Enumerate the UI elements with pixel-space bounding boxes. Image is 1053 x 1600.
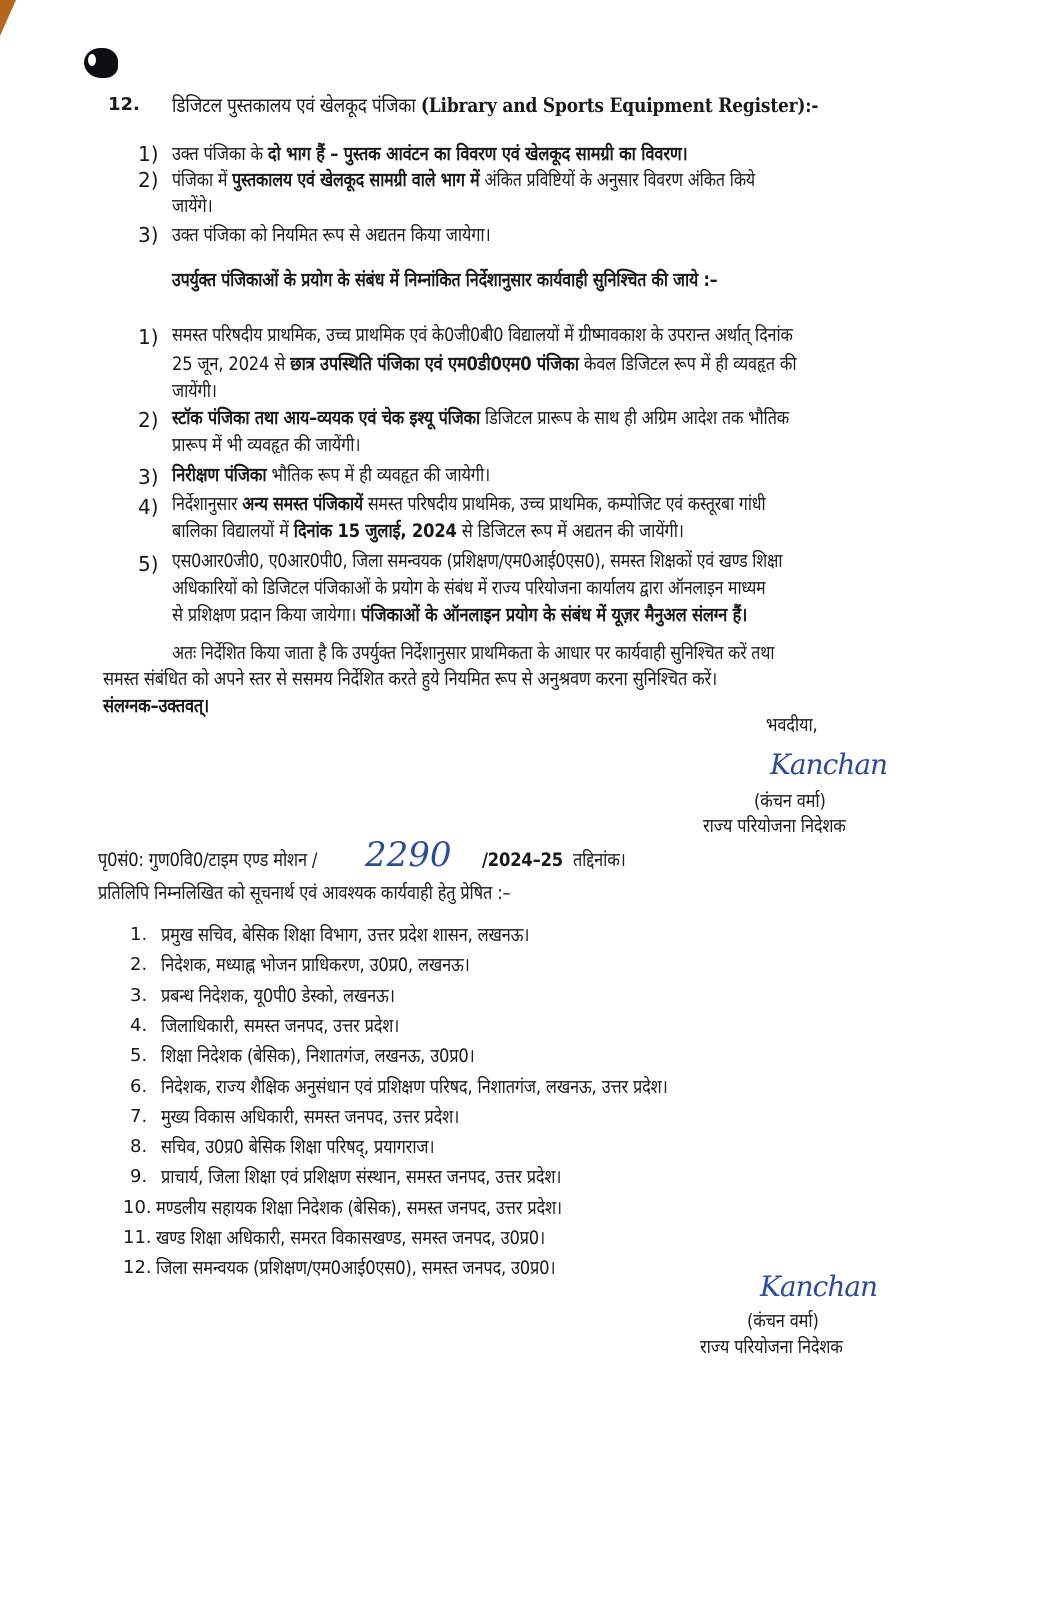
ink-blot	[84, 48, 118, 78]
text: खण्ड शिक्षा अधिकारी, समरत विकासखण्ड, समस्त जनपद, उ0प्र0।	[156, 1227, 546, 1249]
text: पंजिका में	[172, 169, 233, 191]
instruction-number: 4)	[138, 495, 159, 519]
text: राज्य परियोजना निदेशक	[700, 1336, 843, 1358]
text: तद्दिनांक।	[573, 849, 626, 871]
text: डिजिटल प्रारूप के साथ ही अग्रिम आदेश तक भौतिक	[480, 407, 789, 429]
salutation	[766, 712, 826, 738]
closing-line-1	[172, 640, 893, 666]
instruction-1-line-2	[172, 351, 898, 377]
copy-list-number: 3.	[130, 985, 148, 1006]
signatory-designation	[703, 813, 869, 839]
text: (कंचन वर्मा)	[754, 790, 826, 812]
text: प्रबन्ध निदेशक, यू0पी0 डेस्को, लखनऊ।	[161, 985, 395, 1007]
bold-text: अन्य समस्त पंजिकायें	[242, 493, 363, 515]
instruction-5-line-3	[172, 602, 841, 628]
text: राज्य परियोजना निदेशक	[703, 815, 846, 837]
copy-list-number: 9.	[130, 1166, 148, 1187]
copy-list-item	[161, 1134, 479, 1160]
instruction-5-line-2	[172, 575, 887, 601]
text: प्रारूप में भी व्यवहृत की जायेंगी।	[172, 434, 361, 456]
text: से प्रशिक्षण प्रदान किया जायेगा।	[172, 604, 362, 626]
copy-list-item	[156, 1195, 628, 1221]
text: प्रतिलिपि निम्नलिखित को सूचनार्थ एवं आवश्यक कार्यवाही हेतु प्रेषित :–	[98, 882, 511, 904]
signature-image: Kanchan	[760, 1270, 878, 1303]
bold-text: पंजिकाओं के ऑनलाइन प्रयोग के संबंध में यूज़र मैनुअल संलग्न हैं।	[361, 604, 748, 626]
copy-list-number: 6.	[130, 1076, 148, 1097]
copy-list-item	[156, 1225, 608, 1251]
text: शिक्षा निदेशक (बेसिक), निशातगंज, लखनऊ, उ0प्र0।	[161, 1045, 475, 1067]
closing-line-2	[103, 666, 817, 692]
register-point-2	[172, 167, 866, 193]
text: एस0आर0जी0, ए0आर0पी0, जिला समन्वयक (प्रशिक्षण/एम0आई0एस0), समस्त शिक्षकों एवं खण्ड शिक्षा	[172, 550, 783, 572]
copy-list-item	[161, 983, 433, 1009]
copy-list-number: 2.	[130, 954, 148, 975]
text: प्रमुख सचिव, बेसिक शिक्षा विभाग, उत्तर प्रदेश शासन, लखनऊ।	[161, 924, 530, 946]
bold-text: निरीक्षण पंजिका	[172, 464, 267, 486]
bold-text: दो भाग हैं – पुस्तक आवंटन का विवरण एवं खेलकूद सामग्री का विवरण।	[267, 143, 688, 165]
text: सचिव, उ0प्र0 बेसिक शिक्षा परिषद्, प्रयागराज।	[161, 1136, 435, 1158]
copy-list-item	[161, 1164, 626, 1190]
text: निर्देशानुसार	[172, 493, 243, 515]
register-point-1	[172, 141, 771, 167]
instruction-1-line-3	[172, 378, 224, 404]
text: जायेंगे।	[172, 195, 213, 217]
text: संलग्नक–उक्तवत्।	[103, 695, 210, 717]
copy-list-number: 8.	[130, 1136, 148, 1157]
instruction-number: 2)	[138, 408, 159, 432]
instruction-5-line-1	[172, 548, 903, 574]
enclosure-note	[103, 693, 226, 719]
instruction-1-line-1	[172, 322, 906, 348]
text: मुख्य विकास अधिकारी, समस्त जनपद, उत्तर प्रदेश।	[161, 1106, 460, 1128]
instruction-4-line-2	[172, 518, 767, 544]
signatory-name	[754, 788, 837, 814]
instructions-heading	[172, 267, 821, 293]
text: प्राचार्य, जिला शिक्षा एवं प्रशिक्षण संस्थान, समस्त जनपद, उत्तर प्रदेश।	[161, 1166, 562, 1188]
text: /2024–25	[482, 849, 563, 871]
section-title-english: (Library and Sports Equipment Register):-	[420, 93, 819, 117]
instruction-number: 1)	[138, 325, 159, 349]
text: उक्त पंजिका को नियमित रूप से अद्यतन किया जायेगा।	[172, 224, 491, 246]
copy-list-number: 12.	[123, 1257, 152, 1278]
signatory-designation	[700, 1334, 866, 1360]
copy-list-item	[161, 952, 520, 978]
signature-image: Kanchan	[770, 748, 888, 781]
text: मण्डलीय सहायक शिक्षा निदेशक (बेसिक), समस्त जनपद, उत्तर प्रदेश।	[156, 1197, 562, 1219]
text: (कंचन वर्मा)	[747, 1310, 819, 1332]
copy-list-number: 7.	[130, 1106, 148, 1127]
instruction-number: 3)	[138, 465, 159, 489]
copy-list-number: 11.	[123, 1227, 152, 1248]
instruction-3	[172, 462, 542, 488]
text: समस्त संबंधित को अपने स्तर से ससमय निर्देशित करते हुये नियमित रूप से अनुश्रवण करना सुनिश्चित करें।	[103, 668, 718, 690]
copy-list-number: 5.	[130, 1045, 148, 1066]
text: अतः निर्देशित किया जाता है कि उपर्युक्त निर्देशानुसार प्राथमिकता के आधार पर कार्यवाही सुनिश्चित करें तथा	[172, 642, 775, 664]
bold-text: छात्र उपस्थिति पंजिका एवं एम0डी0एम0 पंजिका	[290, 353, 579, 375]
reference-date	[573, 847, 634, 873]
text: भवदीया,	[766, 714, 818, 736]
text: बालिका विद्यालयों में	[172, 520, 294, 542]
handwritten-dispatch-number: 2290	[365, 835, 452, 875]
text: से डिजिटल रूप में अद्यतन की जायेंगी।	[456, 520, 684, 542]
text: 25 जून, 2024 से	[172, 353, 291, 375]
point-number: 1)	[138, 142, 159, 166]
register-point-2-cont	[172, 193, 219, 219]
text: अधिकारियों को डिजिटल पंजिकाओं के प्रयोग के संबंध में राज्य परियोजना कार्यालय द्वारा ऑनलाइन माध्यम	[172, 577, 766, 599]
copy-list-item	[161, 1013, 438, 1039]
text: जिला समन्वयक (प्रशिक्षण/एम0आई0एस0), समस्त जनपद, उ0प्र0।	[156, 1257, 556, 1279]
text: केवल डिजिटल रूप में ही व्यवहृत की	[578, 353, 797, 375]
instruction-2-line-2	[172, 432, 391, 458]
text: उक्त पंजिका के	[172, 143, 268, 165]
copy-list-number: 4.	[130, 1015, 148, 1036]
section-number: 12.	[108, 94, 140, 115]
reference-year	[482, 847, 576, 873]
point-number: 3)	[138, 223, 159, 247]
text: समस्त परिषदीय प्राथमिक, उच्च प्राथमिक एवं के0जी0बी0 विद्यालयों में ग्रीष्मावकाश के उपरान्त अर्थात् दिनांक	[172, 324, 793, 346]
section-title	[172, 92, 932, 118]
copy-list-item	[156, 1255, 620, 1281]
instruction-number: 5)	[138, 552, 159, 576]
bold-text: दिनांक 15 जुलाई, 2024	[293, 520, 457, 542]
copy-list-item	[161, 922, 589, 948]
text: उपर्युक्त पंजिकाओं के प्रयोग के संबंध में निम्नांकित निर्देशानुसार कार्यवाही सुनिश्चित की जाये :–	[172, 269, 718, 291]
copy-list-item	[161, 1074, 750, 1100]
text: जिलाधिकारी, समस्त जनपद, उत्तर प्रदेश।	[161, 1015, 400, 1037]
bold-text: पुस्तकालय एवं खेलकूद सामग्री वाले भाग में	[232, 169, 480, 191]
reference-line	[98, 847, 353, 873]
text: समस्त परिषदीय प्राथमिक, उच्च प्राथमिक, कम्पोजिट एवं कस्तूरबा गांधी	[362, 493, 766, 515]
copy-list-item	[161, 1043, 526, 1069]
instruction-4-line-1	[172, 491, 883, 517]
point-number: 2)	[138, 168, 159, 192]
scan-corner-edge	[0, 0, 16, 36]
text: निदेशक, मध्याह्न भोजन प्राधिकरण, उ0प्र0, लखनऊ।	[161, 954, 470, 976]
text: भौतिक रूप में ही व्यवहृत की जायेगी।	[266, 464, 491, 486]
copy-list-number: 1.	[130, 924, 148, 945]
text: जायेंगी।	[172, 380, 217, 402]
text: अंकित प्रविष्टियों के अनुसार विवरण अंकित किये	[479, 169, 756, 191]
copy-list-item	[161, 1104, 508, 1130]
copy-heading	[98, 880, 578, 906]
copy-list-number: 10.	[123, 1197, 152, 1218]
bold-text: स्टॉक पंजिका तथा आय–व्ययक एवं चेक इश्यू पंजिका	[172, 407, 481, 429]
register-point-3	[172, 222, 542, 248]
signatory-name	[747, 1308, 830, 1334]
instruction-2-line-1	[172, 405, 898, 431]
text: निदेशक, राज्य शैक्षिक अनुसंधान एवं प्रशिक्षण परिषद, निशातगंज, लखनऊ, उत्तर प्रदेश।	[161, 1076, 668, 1098]
reference-prefix: पृ0सं0: गुण0वि0/टाइम एण्ड मोशन /	[98, 849, 318, 871]
section-title-hindi: डिजिटल पुस्तकालय एवं खेलकूद पंजिका	[172, 93, 416, 117]
